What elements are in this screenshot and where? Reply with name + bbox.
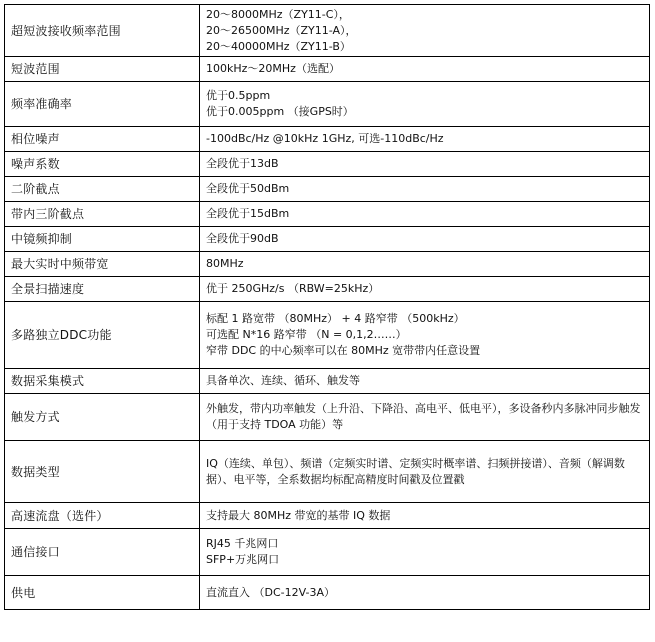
table-row (5, 252, 650, 277)
row-label: 噪声系数 (5, 152, 200, 177)
table-row (5, 576, 650, 610)
value-line: 标配 1 路宽带 （80MHz） + 4 路窄带 （500kHz） (206, 312, 465, 325)
table-row (5, 127, 650, 152)
value-line: 全段优于90dB (206, 232, 279, 245)
value-line: 具备单次、连续、循环、触发等 (206, 374, 360, 387)
value-line: 直流直入 （DC-12V-3A） (206, 585, 335, 599)
value-line: RJ45 千兆网口 (206, 537, 279, 550)
table-row (5, 82, 650, 127)
table-row (5, 529, 650, 576)
value-line: -100dBc/Hz @10kHz 1GHz, 可选-110dBc/Hz (206, 132, 444, 145)
row-label: 超短波接收频率范围 (5, 5, 200, 57)
row-label: 数据采集模式 (5, 369, 200, 394)
row-value (200, 369, 650, 394)
row-label: 数据类型 (5, 441, 200, 503)
row-label: 频率准确率 (5, 82, 200, 127)
row-value (200, 152, 650, 177)
row-value (200, 127, 650, 152)
table-row (5, 202, 650, 227)
table-row (5, 369, 650, 394)
row-label: 相位噪声 (5, 127, 200, 152)
value-line: IQ（连续、单包）、频谱（定频实时谱、定频实时概率谱、扫频拼接谱）、音频（解调数据）、电平等，全系数据均标配高精度时间戳及位置戳 (206, 456, 625, 486)
table-row (5, 5, 650, 57)
value-line: 全段优于50dBm (206, 182, 290, 195)
value-line: 优于0.5ppm (206, 89, 271, 102)
row-label: 多路独立DDC功能 (5, 302, 200, 369)
value-line: 全段优于13dB (206, 157, 279, 170)
row-label: 中镜频抑制 (5, 227, 200, 252)
value-line: 100kHz～20MHz（选配） (206, 62, 340, 75)
row-label: 触发方式 (5, 394, 200, 441)
row-value (200, 202, 650, 227)
row-value (200, 277, 650, 302)
value-line: 外触发，带内功率触发（上升沿、下降沿、高电平、低电平），多设备秒内多脉冲同步触发（用于支持 TDOA 功能）等 (206, 402, 641, 431)
row-value (200, 252, 650, 277)
value-line: 20～40000MHz（ZY11-B） (206, 39, 351, 53)
table-row (5, 277, 650, 302)
table-row (5, 302, 650, 369)
value-line: 20～8000MHz（ZY11-C）， (206, 7, 350, 21)
row-label: 带内三阶截点 (5, 202, 200, 227)
value-line: 20～26500MHz（ZY11-A）， (206, 23, 357, 37)
row-value (200, 529, 650, 576)
value-line: 全段优于15dBm (206, 207, 290, 220)
row-value (200, 82, 650, 127)
row-label: 高速流盘（选件） (5, 503, 200, 529)
row-label: 供电 (5, 576, 200, 610)
row-value (200, 394, 650, 441)
value-line: 优于 250GHz/s （RBW=25kHz） (206, 282, 380, 295)
row-label: 短波范围 (5, 57, 200, 82)
row-value (200, 441, 650, 503)
value-line: 优于0.005ppm （接GPS时） (206, 105, 354, 118)
row-label: 通信接口 (5, 529, 200, 576)
value-line: 支持最大 80MHz 带宽的基带 IQ 数据 (206, 508, 391, 522)
row-value (200, 5, 650, 57)
table-row (5, 177, 650, 202)
row-value (200, 302, 650, 369)
spec-table (4, 4, 650, 610)
table-row (5, 57, 650, 82)
row-label: 二阶截点 (5, 177, 200, 202)
row-value (200, 57, 650, 82)
value-line: SFP+万兆网口 (206, 553, 280, 566)
table-row (5, 227, 650, 252)
table-row (5, 152, 650, 177)
table-row (5, 441, 650, 503)
value-line: 80MHz (206, 257, 244, 270)
table-row (5, 503, 650, 529)
row-value (200, 503, 650, 529)
row-label: 全景扫描速度 (5, 277, 200, 302)
value-line: 可选配 N*16 路窄带 （N = 0,1,2……） (206, 328, 407, 341)
row-label: 最大实时中频带宽 (5, 252, 200, 277)
table-row (5, 394, 650, 441)
row-value (200, 177, 650, 202)
row-value (200, 576, 650, 610)
row-value (200, 227, 650, 252)
value-line: 窄带 DDC 的中心频率可以在 80MHz 宽带带内任意设置 (206, 344, 481, 357)
